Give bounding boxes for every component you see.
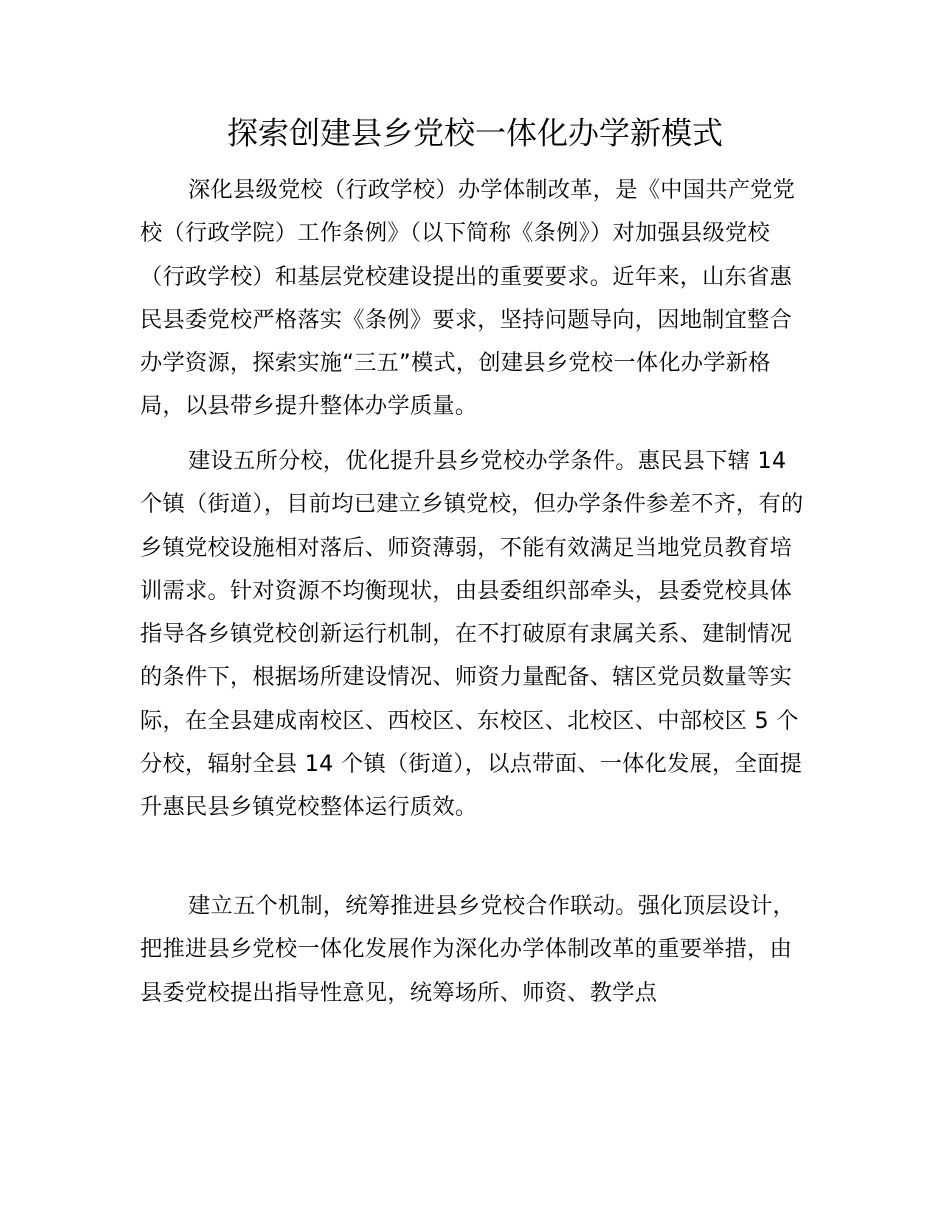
paragraph-five-branches: 建设五所分校，优化提升县乡党校办学条件。惠民县下辖 14 个镇（街道），目前均已建立乡镇党校，但办学条件参差不齐，有的乡镇党校设施相对落后、师资薄弱，不能有效满足当地党员教育培训需求。针对资源不均衡现状，由县委组织部牵头，县委党校具体指导各乡镇党校创新运行机制，在不打破原有隶属关系、建制情况的条件下，根据场所建设情况、师资力量配备、辖区党员数量等实际，在全县建成南校区、西校区、东校区、北校区、中部校区 5 个分校，辐射全县 14 个镇（街道），以点带面、一体化发展，全面提升惠民县乡镇党校整体运行质效。 bbox=[140, 448, 804, 821]
document-title: 探索创建县乡党校一体化办学新模式 bbox=[227, 116, 723, 152]
paragraph-five-mechanisms: 建立五个机制，统筹推进县乡党校合作联动。强化顶层设计，把推进县乡党校一体化发展作为深化办学体制改革的重要举措，由县委党校提出指导性意见，统筹场所、师资、教学点 bbox=[140, 893, 796, 1006]
paragraph-intro: 深化县级党校（行政学校）办学体制改革，是《中国共产党党校（行政学院）工作条例》（以下简称《条例》）对加强县级党校（行政学校）和基层党校建设提出的重要要求。近年来，山东省惠民县委党校严格落实《条例》要求，坚持问题导向，因地制宜整合办学资源，探索实施“三五”模式，创建县乡党校一体化办学新格局，以县带乡提升整体办学质量。 bbox=[140, 177, 796, 420]
